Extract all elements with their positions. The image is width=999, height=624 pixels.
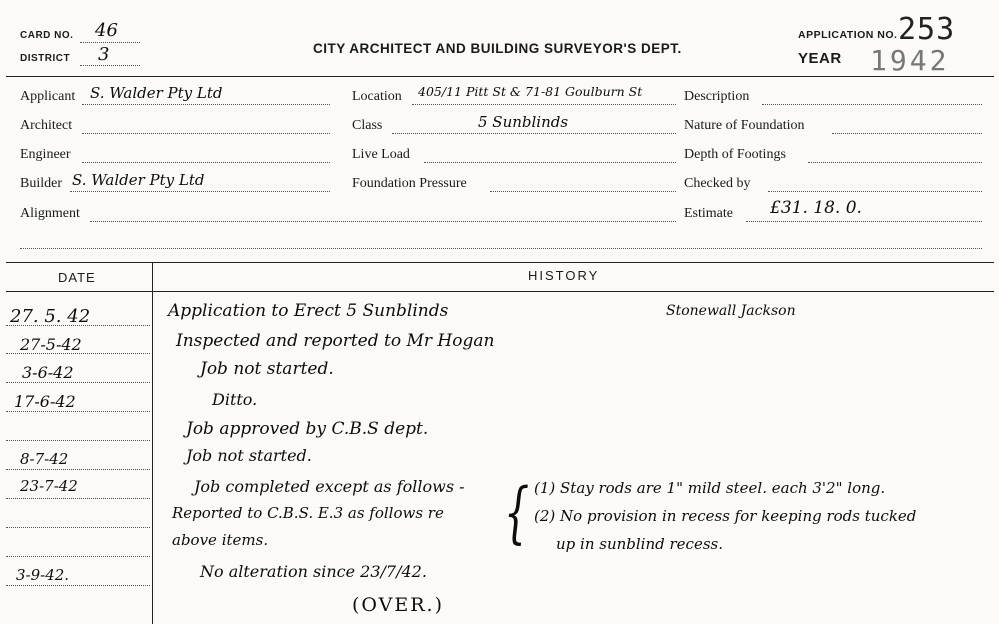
- note-item: up in sunblind recess.: [556, 535, 723, 553]
- application-no-label: APPLICATION NO.: [798, 29, 898, 41]
- table-row-date: 8-7-42: [20, 450, 69, 468]
- architect-label: Architect: [20, 118, 73, 133]
- table-row-text: Job completed except as follows -: [194, 477, 465, 496]
- location-value: 405/11 Pitt St & 71-81 Goulburn St: [418, 84, 643, 99]
- nature-of-foundation-label: Nature of Foundation: [684, 118, 805, 133]
- table-row-text: Reported to C.B.S. E.3 as follows re: [172, 504, 444, 522]
- note-item: (2) No provision in recess for keeping rods tucked: [534, 507, 917, 525]
- table-row-text: No alteration since 23/7/42.: [200, 562, 427, 581]
- page-title: CITY ARCHITECT AND BUILDING SURVEYOR'S DEPT.: [313, 41, 682, 56]
- table-row-text: Job approved by C.B.S dept.: [186, 419, 429, 439]
- card-no-label: CARD NO.: [20, 30, 74, 41]
- estimate-value: £31. 18. 0.: [770, 198, 862, 218]
- applicant-label: Applicant: [20, 89, 76, 104]
- history-column-header: HISTORY: [528, 268, 600, 283]
- applicant-value: S. Walder Pty Ltd: [90, 84, 223, 102]
- table-row-date: 17-6-42: [14, 392, 76, 411]
- alignment-label: Alignment: [20, 206, 80, 221]
- year-value: 1942: [870, 44, 950, 77]
- table-row-text: above items.: [172, 531, 269, 549]
- foundation-pressure-label: Foundation Pressure: [352, 176, 467, 191]
- class-value: 5 Sunblinds: [478, 113, 569, 131]
- table-row-date: 3-9-42.: [16, 566, 70, 584]
- engineer-label: Engineer: [20, 147, 71, 162]
- description-label: Description: [684, 89, 750, 104]
- table-row-text: Ditto.: [212, 390, 258, 409]
- table-row-text: Inspected and reported to Mr Hogan: [176, 331, 495, 351]
- table-row-text: Job not started.: [186, 446, 312, 465]
- table-row-text: Job not started.: [200, 359, 334, 379]
- table-row-date: 27. 5. 42: [10, 306, 91, 327]
- estimate-label: Estimate: [684, 206, 733, 221]
- table-row-text: Application to Erect 5 Sunblinds: [168, 301, 449, 321]
- table-row-date: 23-7-42: [20, 477, 78, 495]
- district-label: DISTRICT: [20, 53, 71, 64]
- depth-of-footings-label: Depth of Footings: [684, 147, 786, 162]
- class-label: Class: [352, 118, 383, 133]
- note-item: (1) Stay rods are 1" mild steel. each 3'2" long.: [534, 479, 886, 497]
- builder-value: S. Walder Pty Ltd: [72, 171, 205, 189]
- over-note: (OVER.): [352, 594, 445, 616]
- application-no-value: 253: [898, 12, 956, 47]
- card-no-value: 46: [95, 20, 118, 41]
- date-column-header: DATE: [58, 270, 96, 285]
- table-row-extra: Stonewall Jackson: [666, 303, 796, 319]
- brace-mark: {: [504, 474, 530, 551]
- district-value: 3: [98, 44, 110, 65]
- checked-by-label: Checked by: [684, 176, 751, 191]
- location-label: Location: [352, 89, 402, 104]
- year-label: YEAR: [798, 50, 842, 67]
- table-row-date: 3-6-42: [22, 363, 74, 382]
- builder-label: Builder: [20, 176, 62, 191]
- table-row-date: 27-5-42: [20, 335, 82, 354]
- live-load-label: Live Load: [352, 147, 410, 162]
